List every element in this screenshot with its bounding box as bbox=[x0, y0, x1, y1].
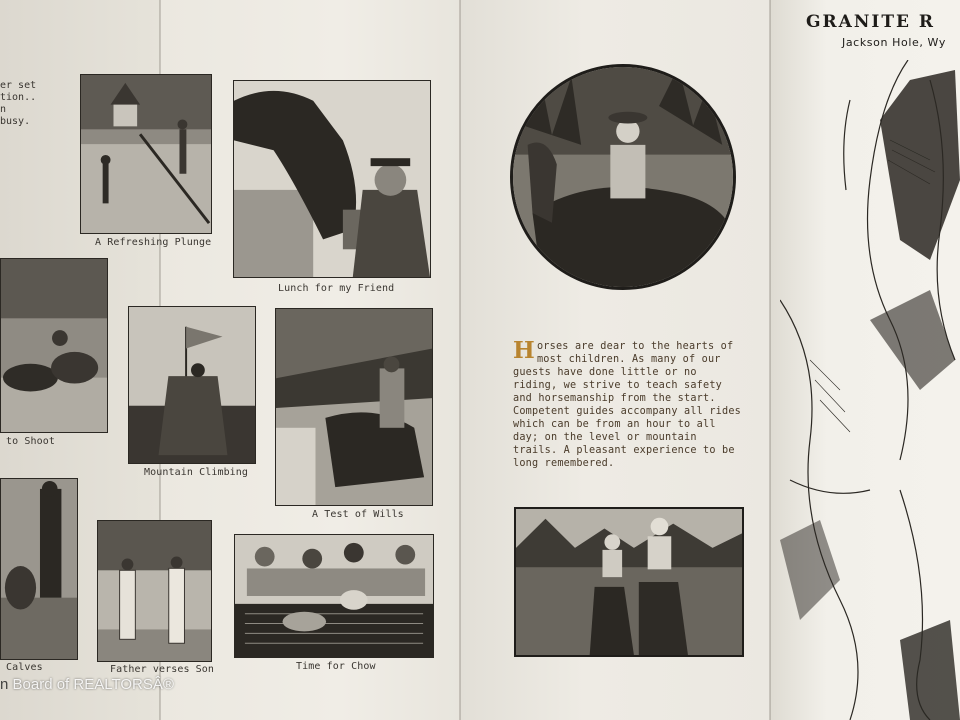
watermark-text: Board of REALTORSÂ® bbox=[12, 676, 174, 693]
watermark-prefix: n bbox=[0, 676, 9, 693]
photo-trail-ride bbox=[514, 507, 744, 657]
cover-subtitle: Jackson Hole, Wy bbox=[842, 36, 946, 49]
caption-mountain-climbing: Mountain Climbing bbox=[144, 467, 249, 478]
photo-mountain-climbing bbox=[128, 306, 256, 464]
photo-test-of-wills bbox=[275, 308, 433, 506]
photo-calves bbox=[0, 478, 78, 660]
caption-test-of-wills: A Test of Wills bbox=[312, 509, 404, 520]
caption-father-verses-son: Father verses Son bbox=[110, 664, 215, 675]
photo-refreshing-plunge bbox=[80, 74, 212, 234]
caption-calves: Calves bbox=[6, 662, 43, 673]
left-text-line: n busy. bbox=[0, 104, 31, 127]
left-text-line: er set bbox=[0, 80, 37, 91]
fold-line bbox=[459, 0, 461, 720]
cover-illustration-horse-sketch bbox=[780, 60, 960, 720]
photo-child-on-horse-circle bbox=[510, 64, 736, 290]
fold-line bbox=[769, 0, 771, 720]
horses-paragraph-body: orses are dear to the hearts of most children. As many of our guests have done little or no riding, we strive to teach safety and horsemanship from the start. Competent guides accompany all rides which can be from an hour to all day; on the level or mountain trails. A pleasant experience to be long remembered. bbox=[513, 341, 742, 469]
caption-time-for-chow: Time for Chow bbox=[296, 661, 376, 672]
photo-lunch-for-friend bbox=[233, 80, 431, 278]
left-panel-text bbox=[0, 80, 40, 128]
left-text-line: tion.. bbox=[0, 92, 37, 103]
caption-lunch-for-friend: Lunch for my Friend bbox=[278, 283, 395, 294]
cover-title: GRANITE R bbox=[806, 12, 935, 32]
horses-paragraph bbox=[513, 337, 745, 470]
caption-learning-to-shoot: to Shoot bbox=[6, 436, 55, 447]
photo-father-verses-son bbox=[97, 520, 212, 662]
photo-time-for-chow bbox=[234, 534, 434, 658]
drop-cap-initial: H bbox=[513, 337, 535, 364]
caption-refreshing-plunge: A Refreshing Plunge bbox=[95, 237, 212, 248]
realtor-watermark bbox=[0, 676, 174, 693]
photo-learning-to-shoot bbox=[0, 258, 108, 433]
